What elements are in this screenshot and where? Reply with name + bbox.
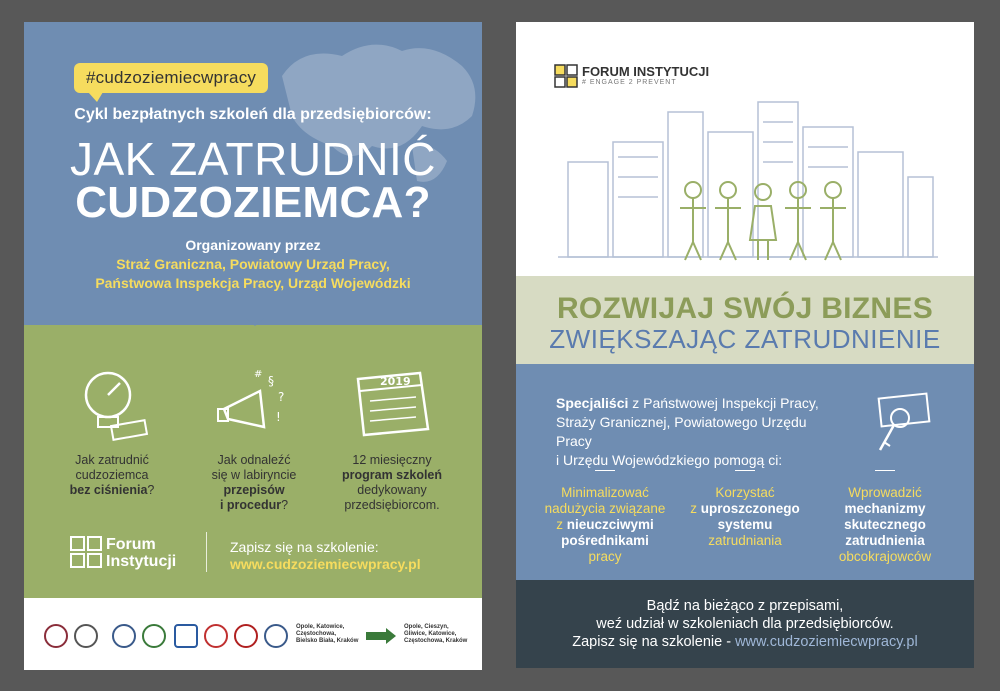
partner-cities-1-line3: Bielsko Biała, Kraków [296, 638, 359, 644]
footer-line3: Zapisz się na szkolenie - [572, 634, 736, 650]
feature1-bold: bez ciśnienia [69, 483, 148, 497]
col2-l2a: z [690, 501, 701, 516]
key-card-icon [874, 392, 934, 456]
left-poster [24, 22, 482, 670]
organizers-line2: Państwowa Inspekcja Pracy, Urząd Wojewódzki [95, 275, 411, 291]
register-url-link[interactable]: www.cudzoziemiecwpracy.pl [230, 556, 421, 572]
feature1-line2: cudzoziemca [75, 468, 149, 482]
col1-l5: pracy [588, 549, 622, 564]
poster-title-line1: JAK ZATRUDNIĆ [70, 133, 436, 185]
benefit-col-2 [680, 470, 810, 549]
organizers-line1: Straż Graniczna, Powiatowy Urząd Pracy, [116, 256, 390, 272]
intro-rest2: Straży Granicznej, Powiatowego Urzędu Pracy [556, 414, 807, 449]
col3-l1: Wprowadzić [848, 485, 922, 500]
partner-cities-1-line2: Częstochowa, [296, 631, 337, 637]
intro-rest1: z Państwowej Inspekcji Pracy, [628, 395, 819, 411]
headline-primary: ROZWIJAJ SWÓJ BIZNES [556, 292, 934, 325]
feature1-tail: ? [147, 483, 155, 497]
feature-program [332, 365, 452, 513]
organized-label: Organizowany przez [185, 237, 321, 253]
col1-l1: Minimalizować [561, 485, 649, 500]
arrow-logo-icon [364, 626, 398, 646]
hashtag-badge: #cudzoziemiecwpracy [74, 63, 268, 93]
footer-band [516, 580, 974, 668]
feature2-line2: się w labiryncie [211, 468, 297, 482]
feature2-bold1: przepisów [223, 483, 285, 497]
col3-l5: obcokrajowców [838, 549, 932, 564]
logo-tagline: # ENGAGE 2 PREVENT [582, 79, 677, 86]
logo-text-instytucji: Instytucji [106, 553, 177, 570]
feature-regulations [194, 365, 314, 513]
megaphone-icon [214, 365, 294, 445]
partner-logo-1-icon [44, 624, 68, 648]
col2-dash [735, 470, 755, 471]
footer-url-link[interactable]: www.cudzoziemiecwpracy.pl [735, 634, 918, 650]
col1-bold2: pośrednikami [561, 533, 649, 548]
benefit-col-1 [540, 470, 670, 565]
footer-text [516, 597, 974, 651]
left-poster-header [24, 22, 482, 325]
footer-line2: weź udział w szkoleniach dla przedsiębiorców. [596, 616, 894, 632]
feature3-bold: program szkoleń [341, 468, 443, 482]
header-notch [246, 318, 264, 326]
partner-logo-4-icon [142, 624, 166, 648]
col3-bold3: zatrudnienia [845, 533, 925, 548]
headline-secondary: ZWIĘKSZAJĄC ZATRUDNIENIE [549, 324, 941, 354]
partner-logo-8-icon [264, 624, 288, 648]
logo-text-forum: Forum [106, 536, 156, 553]
partner-logo-5-icon [174, 624, 198, 648]
col3-dash [875, 470, 895, 471]
feature2-tail: ? [281, 498, 289, 512]
svg-text:§: § [268, 374, 274, 388]
col1-dash [595, 470, 615, 471]
partner-logo-2-icon [74, 624, 98, 648]
right-poster [516, 22, 974, 668]
calendar-year: 2019 [380, 375, 411, 388]
col1-l2: nadużycia związane [544, 501, 666, 516]
svg-text:#: # [254, 369, 263, 380]
logo-squares-icon [70, 536, 102, 568]
benefit-col-3 [820, 470, 950, 565]
svg-text:?: ? [278, 390, 285, 404]
partner-cities-2-line3: Częstochowa, Kraków [404, 638, 468, 644]
footer-line1: Bądź na bieżąco z przepisami, [646, 598, 844, 614]
specialists-section [516, 364, 974, 580]
partner-cities-1 [296, 624, 358, 645]
logo-title: FORUM INSTYTUCJI [582, 64, 710, 79]
svg-text:!: ! [276, 410, 281, 424]
partner-logo-7-icon [234, 624, 258, 648]
register-label: Zapisz się na szkolenie: [230, 539, 379, 555]
feature-no-pressure [52, 365, 172, 498]
forum-instytucji-logo [70, 534, 190, 572]
col2-bold1: uproszczonego [700, 501, 800, 516]
poster-subtitle: Cykl bezpłatnych szkoleń dla przedsiębiorców: [74, 106, 432, 123]
feature2-bold2: i procedur [219, 498, 282, 512]
pressure-gauge-icon [72, 365, 152, 445]
footer-divider [206, 532, 207, 572]
feature3-line4: przedsiębiorcom. [344, 498, 440, 512]
poster-title-line2: CUDZOZIEMCA? [75, 178, 431, 227]
partner-logos-bar [24, 598, 482, 670]
partner-cities-2-line1: Opole, Cieszyn, [404, 624, 449, 630]
col3-bold1: mechanizmy [844, 501, 926, 516]
specialists-intro [556, 394, 846, 470]
col1-l3a: z [556, 517, 567, 532]
feature2-line1: Jak odnaleźć [217, 453, 291, 467]
partner-cities-2-line2: Gliwice, Katowice, [404, 631, 457, 637]
calendar-icon [350, 365, 434, 445]
feature3-line1: 12 miesięczny [352, 453, 432, 467]
partner-logo-3-icon [112, 624, 136, 648]
col1-bold1: nieuczciwymi [566, 517, 654, 532]
col3-bold2: skutecznego [844, 517, 926, 532]
intro-rest3: i Urzędu Wojewódzkiego pomogą ci: [556, 452, 783, 468]
col2-l5: zatrudniania [708, 533, 782, 548]
partner-cities-2 [404, 624, 467, 645]
feature3-line3: dedykowany [357, 483, 427, 497]
intro-bold: Specjaliści [556, 395, 629, 411]
col2-l1: Korzystać [715, 485, 775, 500]
partner-logo-6-icon [204, 624, 228, 648]
feature1-line1: Jak zatrudnić [75, 453, 149, 467]
city-people-illustration-icon [558, 82, 938, 267]
col2-bold2: systemu [717, 517, 773, 532]
partner-cities-1-line1: Opole, Katowice, [296, 624, 345, 630]
